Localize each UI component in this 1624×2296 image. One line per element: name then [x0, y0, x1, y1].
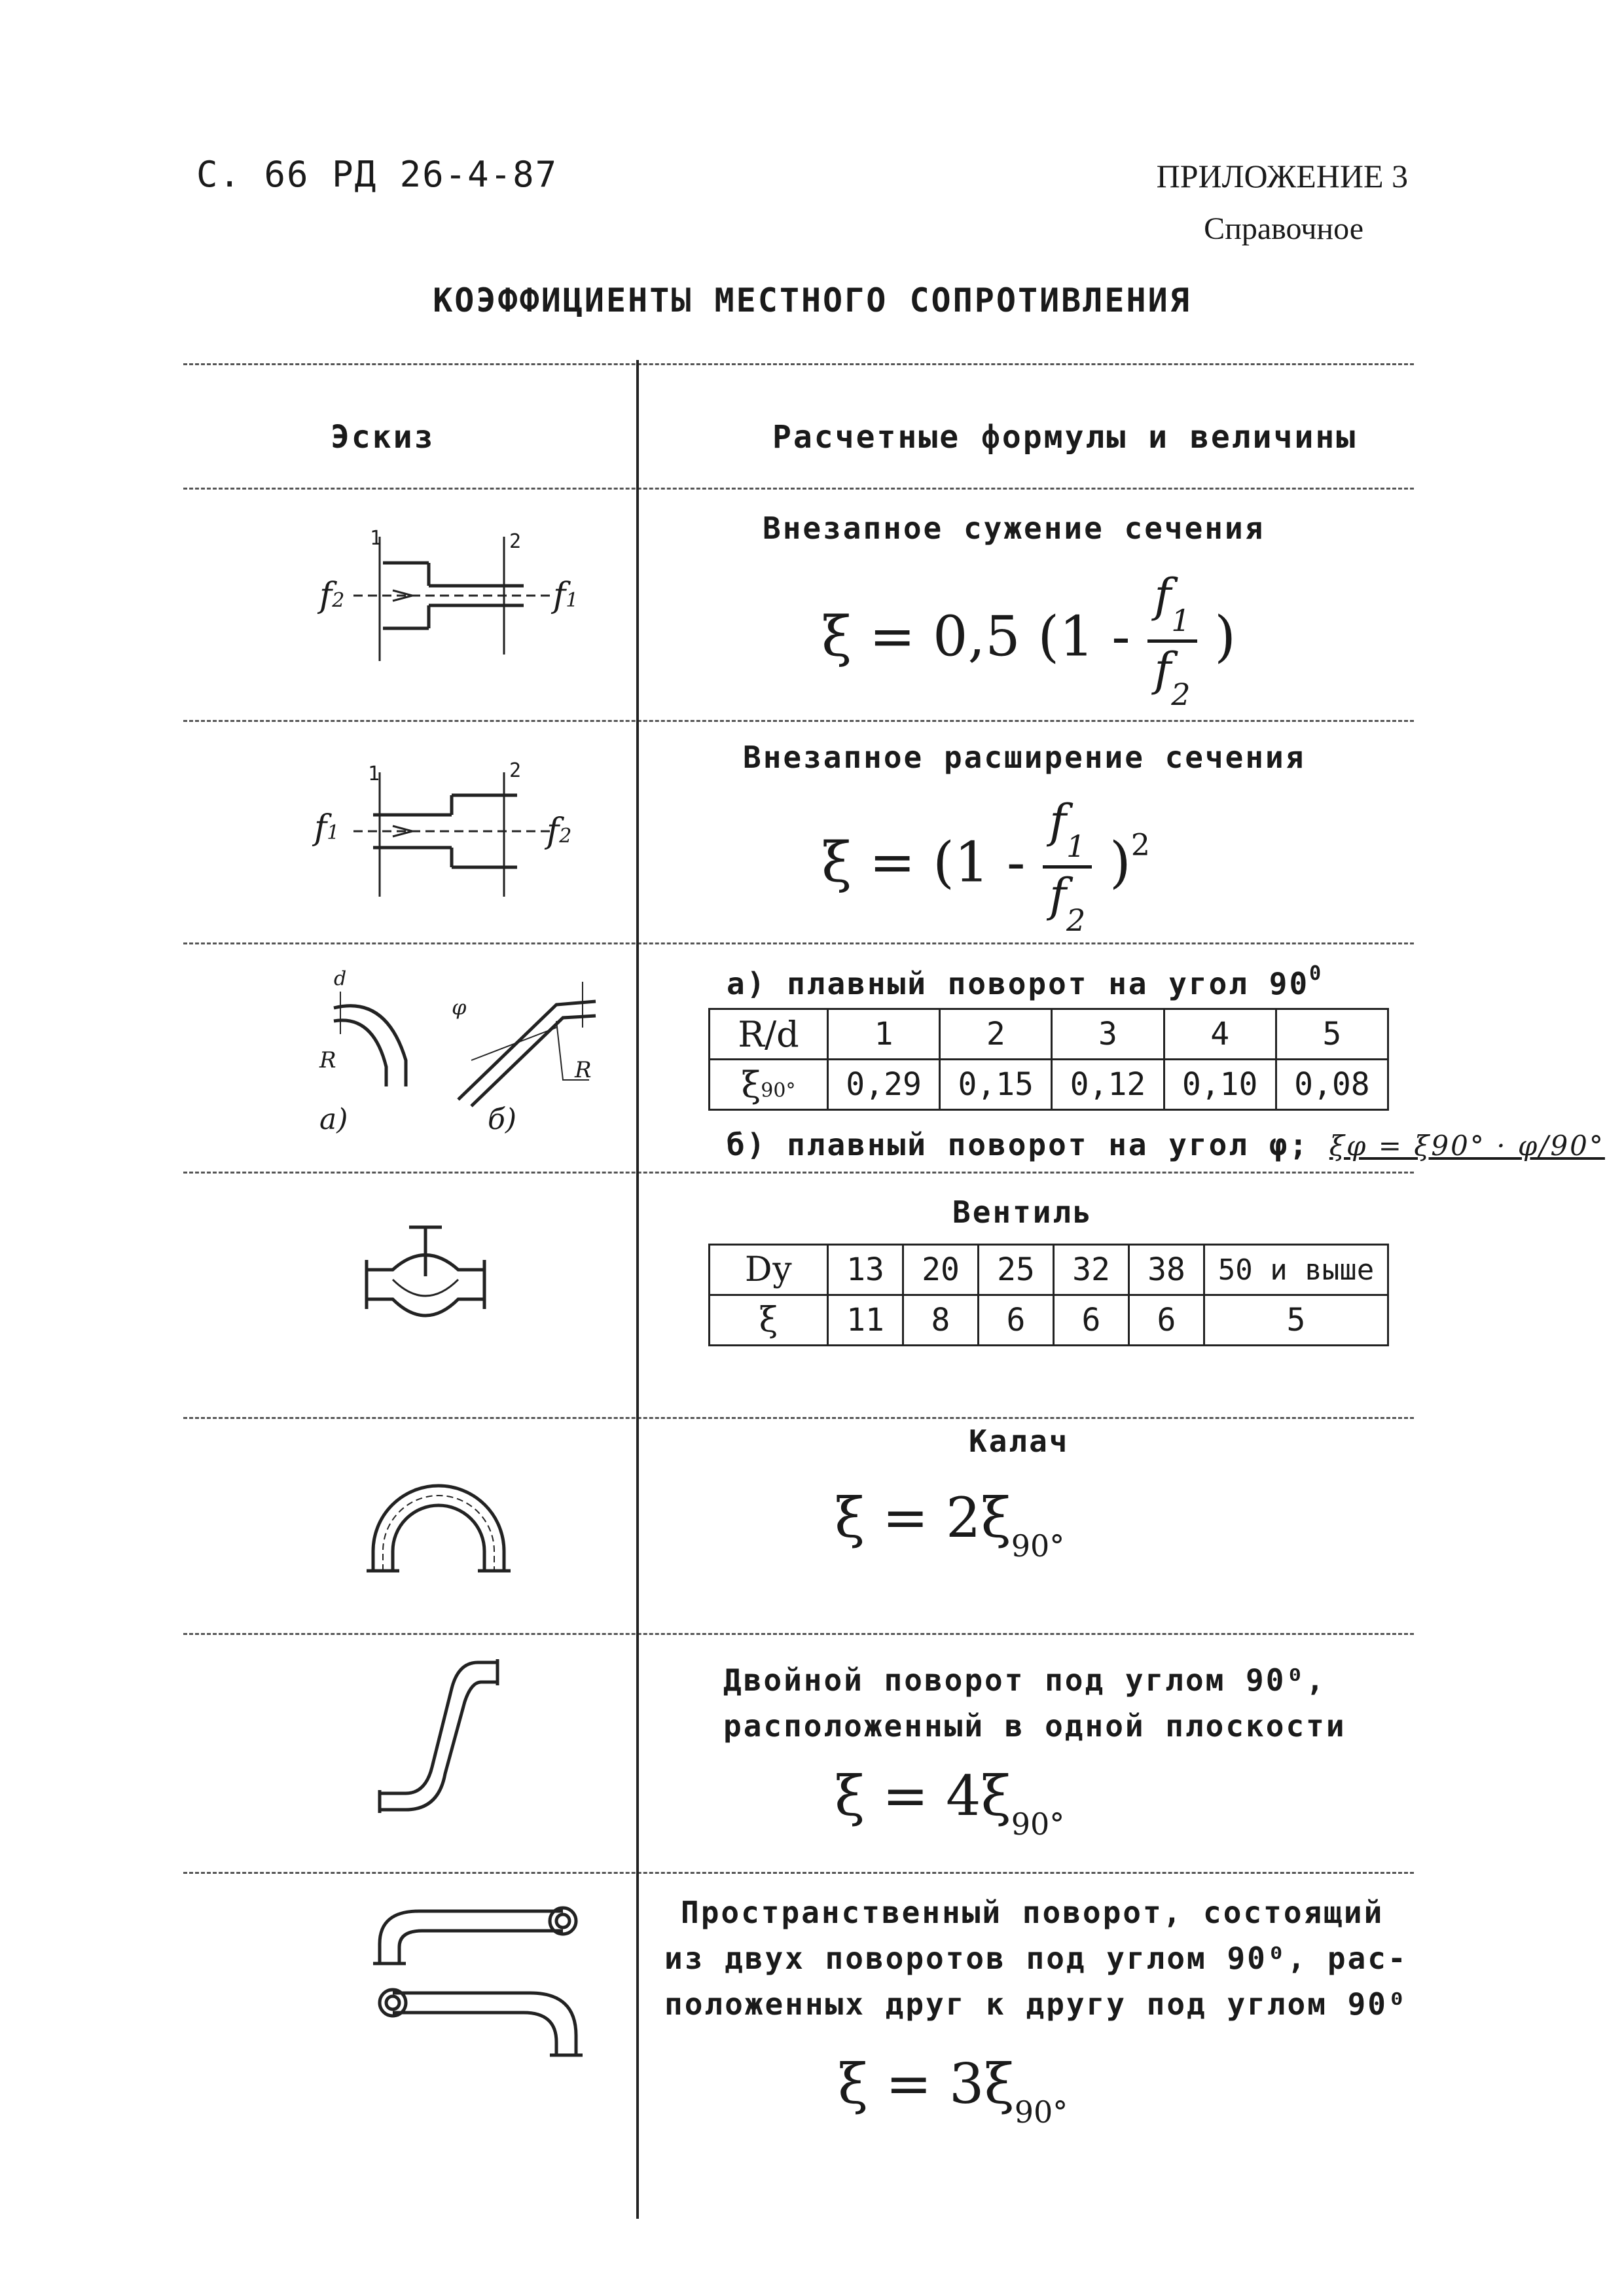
xi-symbol: ξ — [981, 1764, 1011, 1828]
denominator: f — [1154, 643, 1172, 696]
area-ratio-fraction — [1147, 569, 1197, 712]
spatial-bend-title-line3: положенных друг к другу под углом 90⁰ — [664, 1986, 1408, 2022]
table-cell: 5 — [1204, 1295, 1388, 1346]
contraction-label-f2: f2 — [319, 576, 345, 615]
table-cell: 20 — [903, 1245, 979, 1295]
formula-eq: = 4 — [882, 1764, 981, 1828]
table-cell: 50 и выше — [1204, 1245, 1388, 1295]
spatial-bend-formula — [838, 2052, 1068, 2130]
row-rule-6 — [183, 1872, 1414, 1874]
double-bend-sketch — [367, 1649, 517, 1813]
contraction-label-f1: f1 — [553, 576, 579, 615]
column-divider — [636, 360, 639, 2219]
table-row — [710, 1060, 1388, 1110]
formula-eq: = 2 — [882, 1486, 981, 1550]
formula-eq: = 0,5 — [869, 604, 1020, 669]
bend-label-d: d — [334, 967, 347, 990]
table-cell: 25 — [979, 1245, 1054, 1295]
numerator-sub: 1 — [1171, 603, 1191, 638]
valve-sketch — [360, 1214, 491, 1345]
spatial-bend-title-line1: Пространственный поворот, состоящий — [681, 1895, 1384, 1930]
xi-symbol: ξ — [984, 2052, 1015, 2116]
numerator-sub: 1 — [1066, 829, 1086, 864]
table-row — [710, 1009, 1388, 1060]
row-rule-4 — [183, 1417, 1414, 1419]
table-row — [710, 1295, 1388, 1346]
denominator-sub: 2 — [1066, 903, 1086, 938]
formula-close: ) — [1109, 830, 1131, 895]
area-ratio-fraction — [1043, 795, 1092, 938]
row-rule-5 — [183, 1633, 1414, 1635]
table-cell: 0,10 — [1164, 1060, 1276, 1110]
row-rule-3 — [183, 1172, 1414, 1174]
table-cell: 0,12 — [1052, 1060, 1164, 1110]
bend-label-R-b: R — [575, 1057, 592, 1083]
table-cell: 2 — [940, 1009, 1052, 1060]
table-cell: Dу — [710, 1245, 828, 1295]
row-rule-2 — [183, 942, 1414, 944]
formula-close: ) — [1214, 604, 1236, 669]
table-cell: 3 — [1052, 1009, 1164, 1060]
xi-symbol: ξ — [821, 604, 852, 669]
denominator: f — [1049, 869, 1066, 922]
document-title: КОЭФФИЦИЕНТЫ МЕСТНОГО СОПРОТИВЛЕНИЯ — [433, 281, 1191, 319]
table-cell: 38 — [1129, 1245, 1204, 1295]
section-mark-2: 2 — [509, 759, 522, 782]
valve-table — [708, 1244, 1389, 1346]
formula-open: (1 - — [1038, 604, 1130, 669]
row-rule-1 — [183, 720, 1414, 722]
column-heading-formulas: Расчетные формулы и величины — [772, 419, 1358, 456]
contraction-sketch — [314, 524, 589, 674]
appendix-type: Справочное — [1204, 211, 1363, 246]
xi-symbol: ξ — [835, 1764, 865, 1828]
column-heading-sketch: Эскиз — [331, 419, 435, 456]
double-bend-title-line1: Двойной поворот под углом 90⁰, — [723, 1662, 1326, 1698]
kalach-formula — [835, 1486, 1064, 1564]
formula-open: (1 - — [933, 830, 1026, 895]
section-mark-1: 1 — [370, 527, 382, 550]
bend-label-b: б) — [488, 1103, 517, 1136]
double-bend-title-line2: расположенный в одной плоскости — [723, 1708, 1346, 1744]
page-reference: С. 66 РД 26-4-87 — [196, 154, 558, 195]
expansion-title: Внезапное расширение сечения — [743, 740, 1306, 775]
table-cell: ξ90° — [710, 1060, 828, 1110]
formula-eq: = — [869, 830, 916, 895]
header-bottom-rule — [183, 488, 1414, 490]
formula-power: 2 — [1130, 827, 1151, 863]
table-row — [710, 1245, 1388, 1295]
xi-symbol: ξ — [838, 2052, 869, 2116]
bend-label-phi: φ — [452, 995, 467, 1020]
table-cell: 11 — [828, 1295, 903, 1346]
xi-symbol: ξ — [981, 1486, 1011, 1550]
formula-sub: 90° — [1011, 1528, 1065, 1564]
table-cell: 0,15 — [940, 1060, 1052, 1110]
kalach-sketch — [360, 1473, 517, 1584]
table-cell: 13 — [828, 1245, 903, 1295]
contraction-title: Внезапное сужение сечения — [763, 511, 1265, 546]
table-cell: 5 — [1276, 1009, 1388, 1060]
table-cell: 32 — [1054, 1245, 1129, 1295]
appendix-label: ПРИЛОЖЕНИЕ 3 — [1156, 158, 1408, 194]
table-cell: R/d — [710, 1009, 828, 1060]
table-cell: ξ — [710, 1295, 828, 1346]
table-cell: 4 — [1164, 1009, 1276, 1060]
table-cell: 6 — [1054, 1295, 1129, 1346]
numerator: f — [1154, 569, 1172, 622]
section-mark-2: 2 — [509, 530, 522, 553]
valve-title: Вентиль — [952, 1194, 1093, 1230]
formula-eq: = 3 — [885, 2052, 984, 2116]
expansion-label-f1: f1 — [314, 808, 340, 848]
table-cell: 0,08 — [1276, 1060, 1388, 1110]
bend-table — [708, 1008, 1389, 1111]
bend-title-a: а) плавный поворот на угол $90^0$ — [727, 962, 1324, 1001]
table-cell: 6 — [979, 1295, 1054, 1346]
table-cell: 8 — [903, 1295, 979, 1346]
double-bend-formula — [835, 1764, 1064, 1842]
formula-sub: 90° — [1011, 1806, 1065, 1842]
bend-sketch — [308, 956, 615, 1139]
formula-sub: 90° — [1014, 2094, 1068, 2130]
table-cell: 1 — [828, 1009, 940, 1060]
xi-symbol: ξ — [835, 1486, 865, 1550]
section-mark-1: 1 — [368, 762, 380, 785]
table-cell: 0,29 — [828, 1060, 940, 1110]
expansion-label-f2: f2 — [547, 812, 572, 851]
bend-label-a: а) — [319, 1103, 348, 1136]
table-top-rule — [183, 363, 1414, 365]
kalach-title: Калач — [969, 1424, 1070, 1459]
spatial-bend-title-line2: из двух поворотов под углом 90⁰, рас- — [664, 1941, 1408, 1976]
denominator-sub: 2 — [1171, 677, 1191, 712]
xi-symbol: ξ — [821, 830, 852, 895]
bend-label-R: R — [319, 1047, 336, 1073]
expansion-formula — [821, 795, 1151, 938]
table-cell: 6 — [1129, 1295, 1204, 1346]
numerator: f — [1049, 795, 1066, 848]
bend-title-b: б) плавный поворот на угол φ; ξφ = ξ90° · φ/90° — [727, 1127, 1605, 1162]
spatial-bend-sketch — [367, 1885, 589, 2081]
contraction-formula — [821, 569, 1236, 712]
